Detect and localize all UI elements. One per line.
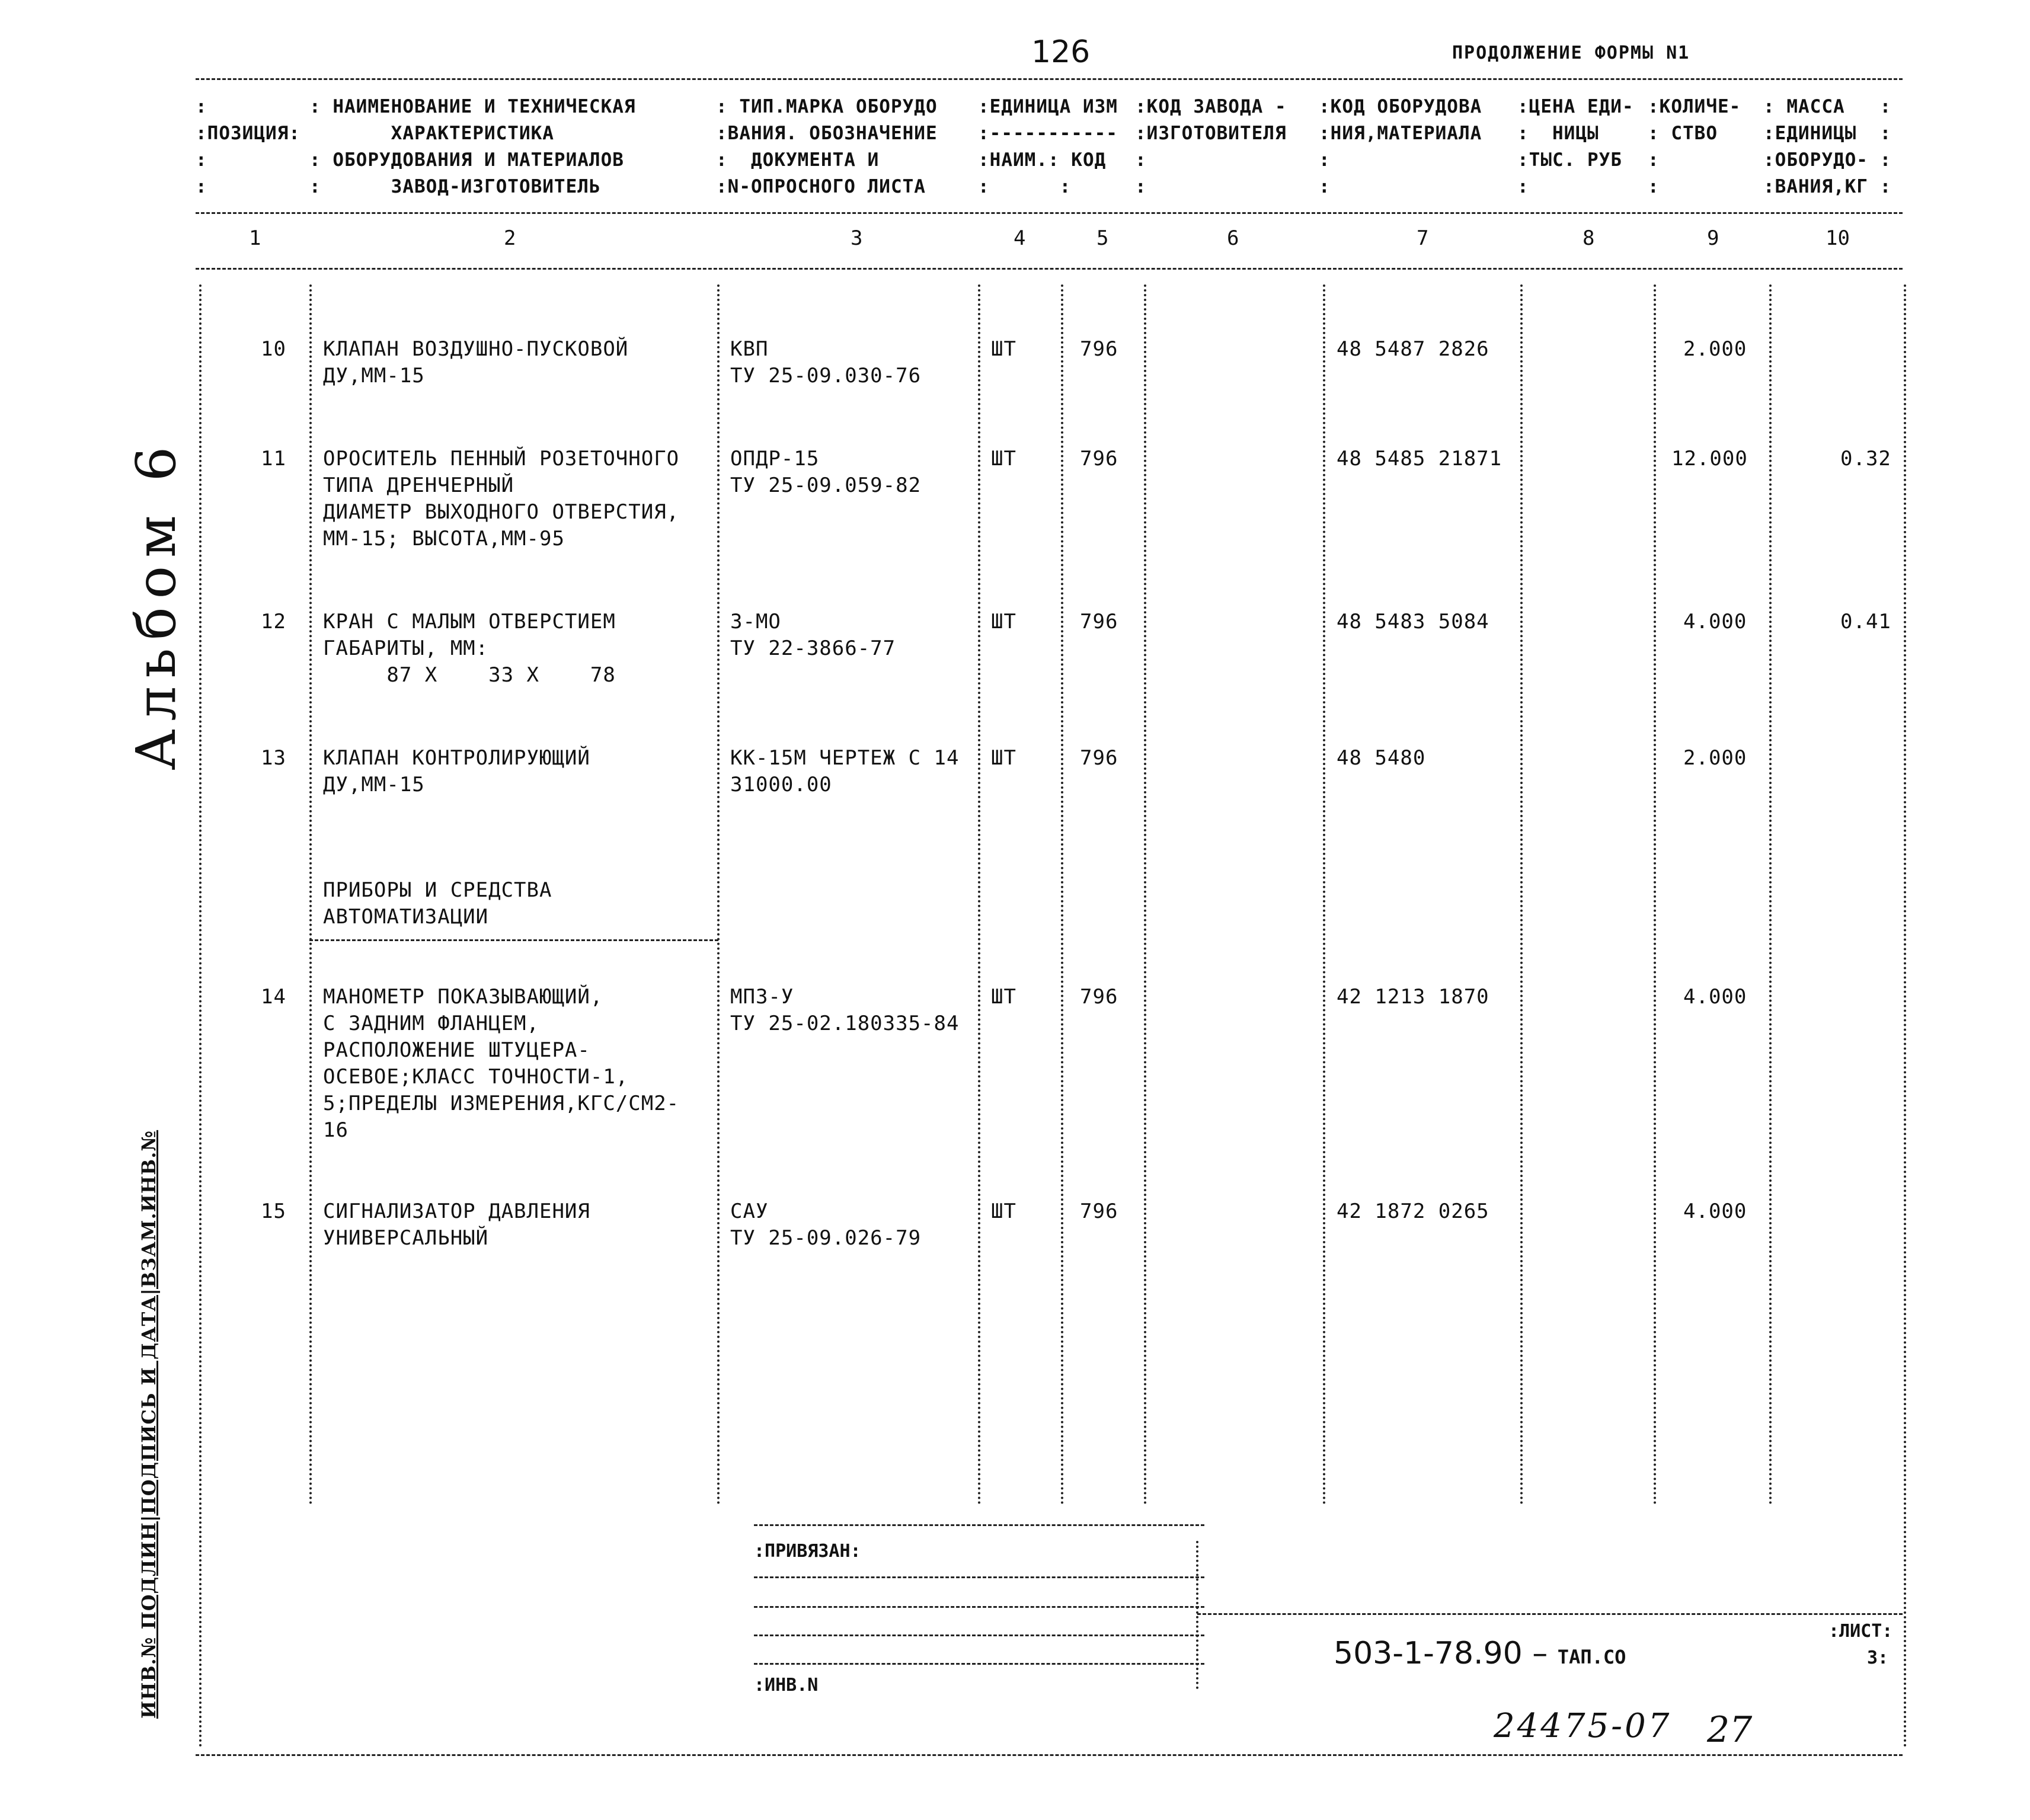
row-11-qty: 12.000 — [1671, 447, 1748, 471]
rule-colnum-bottom — [196, 268, 1903, 270]
header-name: : НАИМЕНОВАНИЕ И ТЕХНИЧЕСКАЯ ХАРАКТЕРИСТИКА : ОБОРУДОВАНИЯ И МАТЕРИАЛОВ : ЗАВОД-ИЗГОТОВИТЕЛЬ — [309, 96, 636, 197]
row-11-type: ОПДР-15 ТУ 25-09.059-82 — [730, 447, 922, 497]
rule-header-bottom — [196, 212, 1903, 214]
header-price: :ЦЕНА ЕДИ- : НИЦЫ :ТЫС. РУБ : — [1517, 96, 1634, 197]
header-mass: : МАССА : :ЕДИНИЦЫ : :ОБОРУДО- : :ВАНИЯ,КГ : — [1763, 96, 1892, 197]
row-11-mass: 0.32 — [1840, 447, 1891, 471]
colnum-7: 7 — [1417, 226, 1429, 250]
colnum-10: 10 — [1826, 226, 1850, 250]
col-sep-6 — [1323, 284, 1325, 1505]
row-12-unit-code: 796 — [1080, 610, 1118, 634]
colnum-5: 5 — [1096, 226, 1109, 250]
col-sep-7 — [1520, 284, 1523, 1505]
stamp-rule-5 — [754, 1663, 1204, 1665]
row-15-qty: 4.000 — [1683, 1200, 1747, 1223]
side-album-label: Альбом 6 — [124, 438, 188, 770]
stamp-bound: :ПРИВЯЗАН: — [754, 1541, 861, 1562]
col-sep-0 — [199, 284, 202, 1748]
page-number: 126 — [1031, 34, 1091, 70]
stamp-rule-2 — [754, 1576, 1204, 1578]
continuation-label: ПРОДОЛЖЕНИЕ ФОРМЫ N1 — [1452, 43, 1690, 63]
colnum-2: 2 — [504, 226, 516, 250]
row-15-unit: ШТ — [991, 1200, 1016, 1223]
col-sep-1 — [309, 284, 312, 1505]
header-type: : ТИП.МАРКА ОБОРУДО :ВАНИЯ. ОБОЗНАЧЕНИЕ : ДОКУМЕНТА И :N-ОПРОСНОГО ЛИСТА — [716, 96, 938, 197]
row-10-type: КВП ТУ 25-09.030-76 — [730, 337, 922, 388]
row-14-equip-code: 42 1213 1870 — [1337, 985, 1489, 1009]
rule-bottom — [196, 1754, 1903, 1756]
col-sep-2 — [717, 284, 720, 1505]
row-12-name: КРАН С МАЛЫМ ОТВЕРСТИЕМ ГАБАРИТЫ, ММ: 87 X 33 X 78 — [323, 610, 616, 687]
row-10-equip-code: 48 5487 2826 — [1337, 337, 1489, 361]
section-heading: ПРИБОРЫ И СРЕДСТВА АВТОМАТИЗАЦИИ — [323, 878, 552, 929]
row-12-unit: ШТ — [991, 610, 1016, 634]
row-13-unit-code: 796 — [1080, 746, 1118, 770]
col-sep-10 — [1904, 284, 1906, 1748]
side-stamp-label: ИНВ.№ ПОДЛИН|ПОДПИСЬ И ДАТА|ВЗАМ.ИНВ.№ — [138, 1130, 160, 1719]
row-12-pos: 12 — [261, 610, 286, 634]
stamp-inv: :ИНВ.N — [754, 1675, 819, 1696]
row-13-name: КЛАПАН КОНТРОЛИРУЮЩИЙ ДУ,ММ-15 — [323, 746, 590, 797]
row-11-unit: ШТ — [991, 447, 1016, 471]
handwritten-number: 24475-07 — [1494, 1707, 1672, 1745]
col-sep-5 — [1144, 284, 1146, 1505]
sheet-number: 3: — [1867, 1648, 1889, 1668]
header-equip-code: :КОД ОБОРУДОВА :НИЯ,МАТЕРИАЛА : : — [1319, 96, 1482, 197]
stamp-rule-1 — [754, 1524, 1204, 1526]
row-11-name: ОРОСИТЕЛЬ ПЕННЫЙ РОЗЕТОЧНОГО ТИПА ДРЕНЧЕРНЫЙ ДИАМЕТР ВЫХОДНОГО ОТВЕРСТИЯ, ММ-15; ВЫСОТА,ММ-95 — [323, 447, 680, 551]
col-sep-8 — [1654, 284, 1656, 1505]
stamp-rule-4 — [754, 1635, 1204, 1636]
sheet-label: :ЛИСТ: — [1828, 1621, 1893, 1642]
row-13-type: КК-15М ЧЕРТЕЖ С 14 31000.00 — [730, 746, 960, 797]
colnum-4: 4 — [1014, 226, 1026, 250]
row-11-unit-code: 796 — [1080, 447, 1118, 471]
row-12-type: 3-МО ТУ 22-3866-77 — [730, 610, 896, 660]
row-11-equip-code: 48 5485 21871 — [1337, 447, 1502, 471]
row-10-unit: ШТ — [991, 337, 1016, 361]
row-15-unit-code: 796 — [1080, 1200, 1118, 1223]
row-14-unit-code: 796 — [1080, 985, 1118, 1009]
row-10-name: КЛАПАН ВОЗДУШНО-ПУСКОВОЙ ДУ,ММ-15 — [323, 337, 629, 388]
row-12-qty: 4.000 — [1683, 610, 1747, 634]
handwritten-sheet: 27 — [1707, 1709, 1753, 1751]
row-12-equip-code: 48 5483 5084 — [1337, 610, 1489, 634]
header-unit: :ЕДИНИЦА ИЗМ :----------- :НАИМ.: КОД : : — [978, 96, 1118, 197]
row-13-pos: 13 — [261, 746, 286, 770]
col-sep-4 — [1061, 284, 1063, 1505]
row-15-name: СИГНАЛИЗАТОР ДАВЛЕНИЯ УНИВЕРСАЛЬНЫЙ — [323, 1200, 590, 1250]
stamp-right-sep — [1196, 1541, 1198, 1689]
row-15-type: САУ ТУ 25-09.026-79 — [730, 1200, 922, 1250]
row-11-pos: 11 — [261, 447, 286, 471]
rule-top — [196, 78, 1903, 80]
row-14-unit: ШТ — [991, 985, 1016, 1009]
row-15-equip-code: 42 1872 0265 — [1337, 1200, 1489, 1223]
col-sep-9 — [1769, 284, 1772, 1505]
header-position: : :ПОЗИЦИЯ: : : — [196, 96, 300, 197]
document-code: 503-1-78.90 – ТАП.СО — [1334, 1636, 1626, 1671]
row-12-mass: 0.41 — [1840, 610, 1891, 634]
colnum-1: 1 — [249, 226, 261, 250]
row-14-qty: 4.000 — [1683, 985, 1747, 1009]
row-14-name: МАНОМЕТР ПОКАЗЫВАЮЩИЙ, С ЗАДНИМ ФЛАНЦЕМ, РАСПОЛОЖЕНИЕ ШТУЦЕРА- ОСЕВОЕ;КЛАСС ТОЧНОСТИ-1, 5;ПРЕДЕЛЫ ИЗМЕРЕНИЯ,КГС/СМ2- 16 — [323, 985, 680, 1142]
rule-stamp — [1197, 1613, 1903, 1615]
colnum-8: 8 — [1583, 226, 1595, 250]
row-13-unit: ШТ — [991, 746, 1016, 770]
col-sep-3 — [978, 284, 980, 1505]
header-plant-code: :КОД ЗАВОДА - :ИЗГОТОВИТЕЛЯ : : — [1135, 96, 1287, 197]
section-underline — [309, 939, 718, 941]
header-qty: :КОЛИЧЕ- : СТВО : : — [1648, 96, 1741, 197]
row-10-qty: 2.000 — [1683, 337, 1747, 361]
colnum-9: 9 — [1707, 226, 1719, 250]
stamp-rule-3 — [754, 1606, 1204, 1608]
colnum-3: 3 — [851, 226, 863, 250]
row-14-type: МПЗ-У ТУ 25-02.180335-84 — [730, 985, 960, 1035]
row-10-unit-code: 796 — [1080, 337, 1118, 361]
row-15-pos: 15 — [261, 1200, 286, 1223]
row-10-pos: 10 — [261, 337, 286, 361]
row-13-qty: 2.000 — [1683, 746, 1747, 770]
row-13-equip-code: 48 5480 — [1337, 746, 1426, 770]
row-14-pos: 14 — [261, 985, 286, 1009]
colnum-6: 6 — [1227, 226, 1239, 250]
